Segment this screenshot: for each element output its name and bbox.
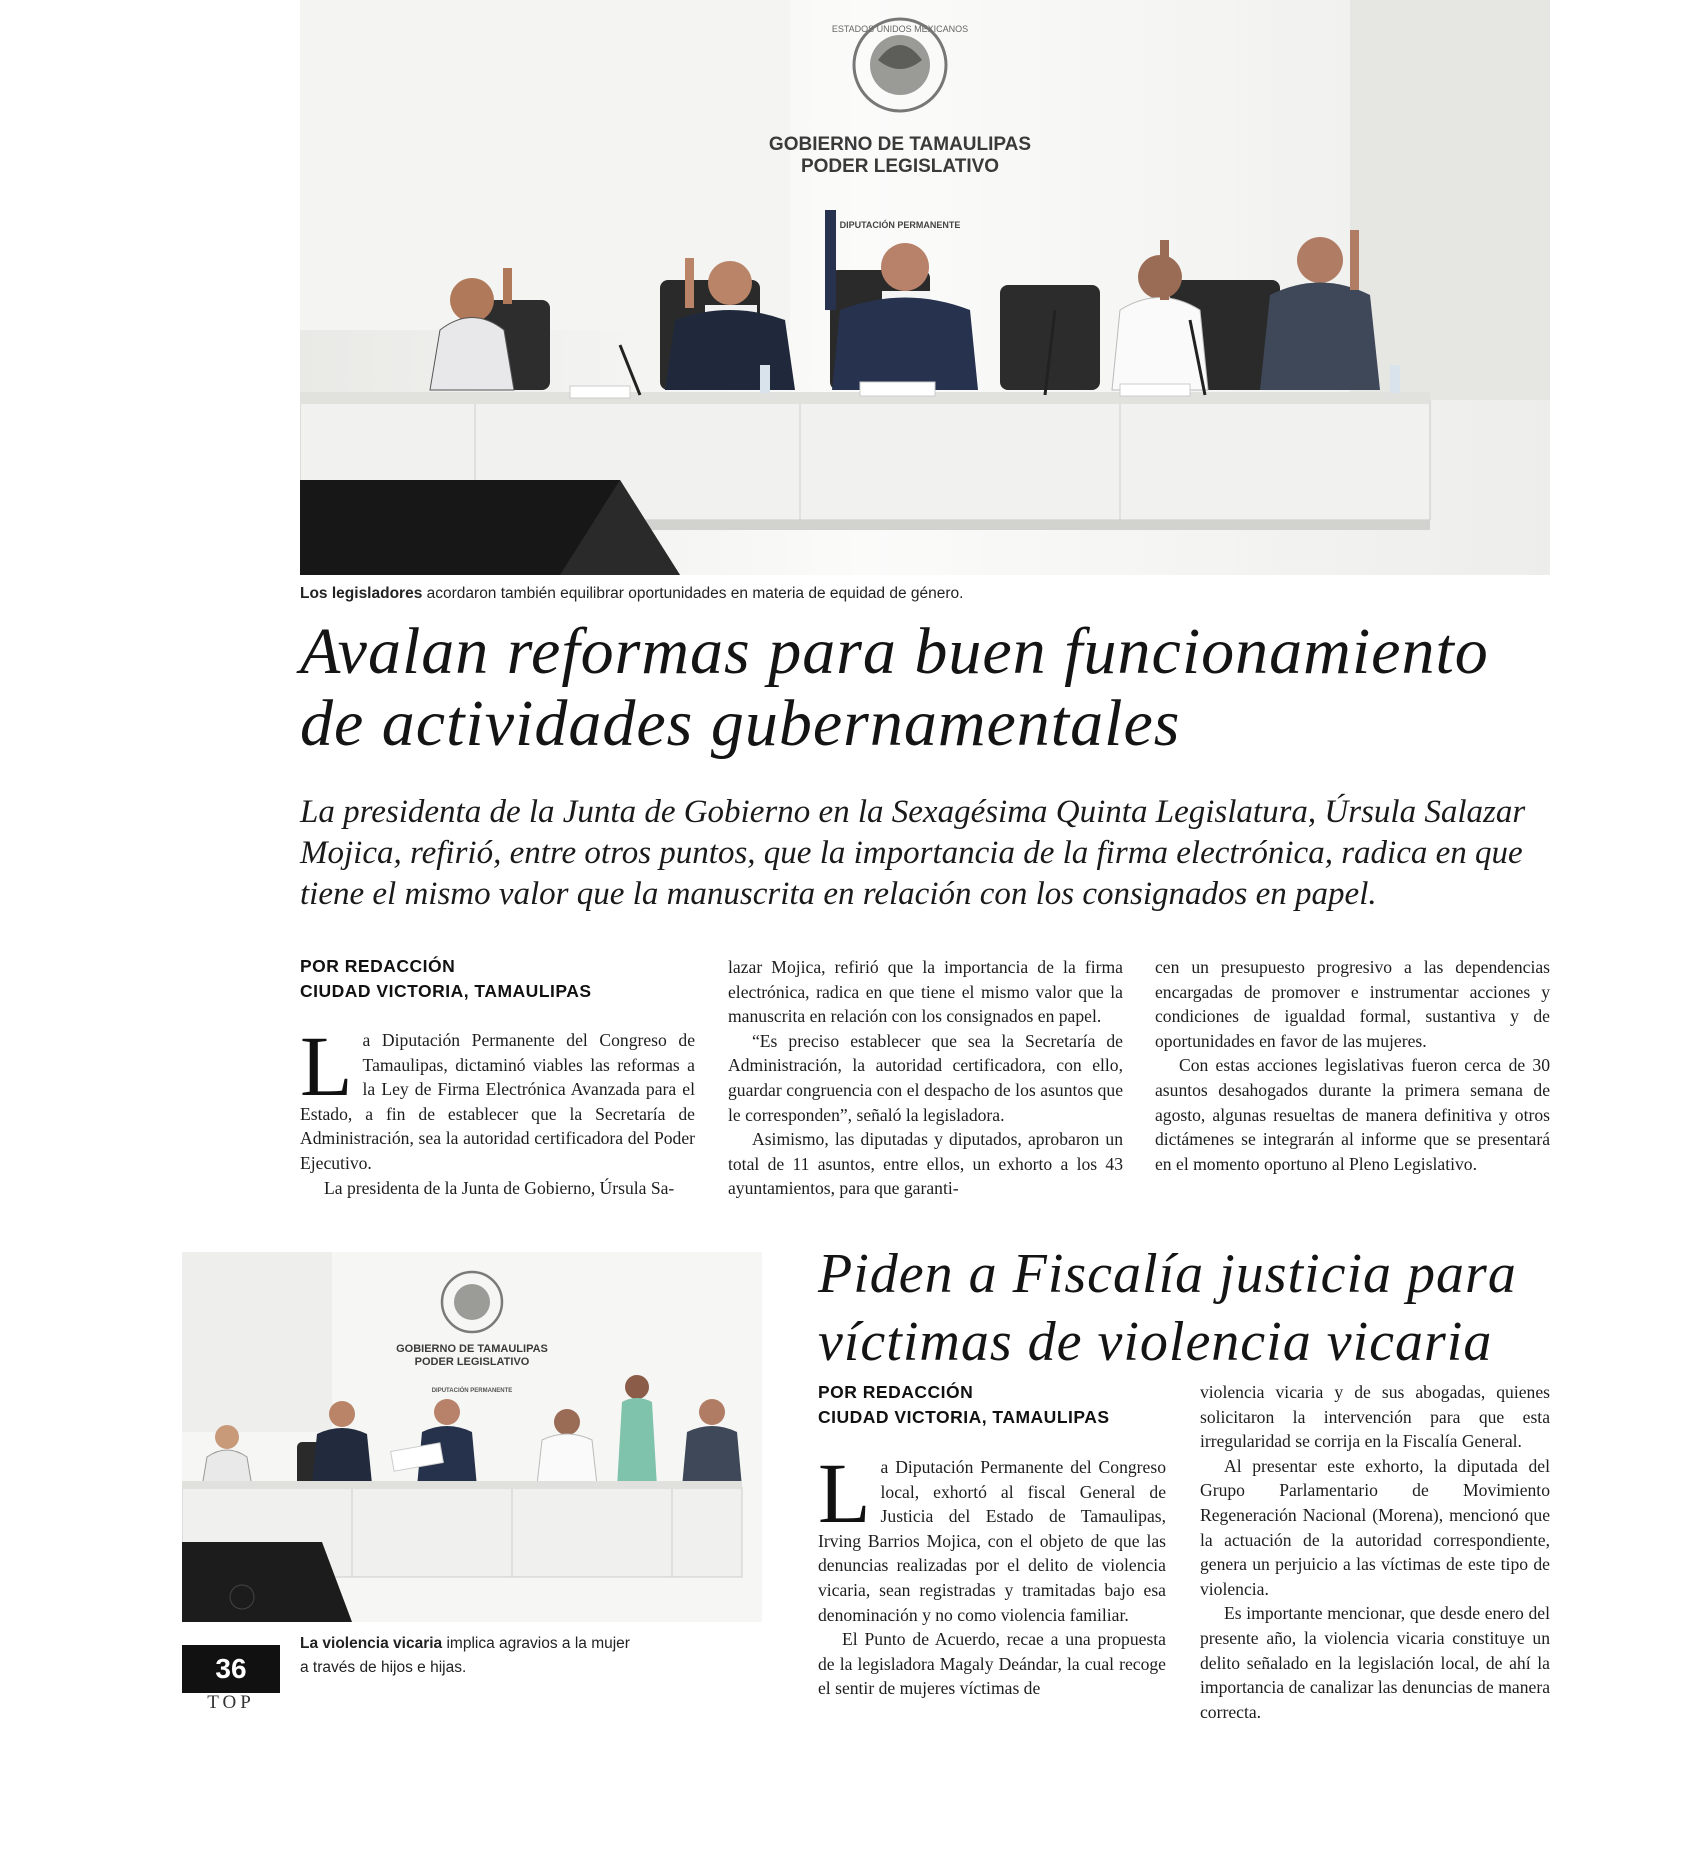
article2-paragraph: El Punto de Acuerdo, recae a una propuesta de la legisladora Magaly Deándar, la cual recoge el sentir de mujeres víctimas de: [818, 1629, 1166, 1699]
article1-column-1: [300, 1018, 695, 1200]
wall-line-1: GOBIERNO DE TAMAULIPAS: [768, 134, 1032, 155]
article1-paragraph: Asimismo, las diputadas y diputados, aprobaron un total de 11 asuntos, entre ellos, un exhorto a los 43 ayuntamientos, para que garanti-: [728, 1129, 1123, 1199]
byline-location: CIUDAD VICTORIA, TAMAULIPAS: [300, 981, 592, 1001]
caption-text: acordaron también equilibrar oportunidades en materia de equidad de género.: [422, 585, 964, 602]
drop-cap: L: [300, 1018, 353, 1114]
drop-cap: L: [818, 1445, 871, 1541]
caption-text: implica agravios a la mujer a través de hijos e hijas.: [300, 1635, 630, 1676]
article1-byline: [300, 954, 690, 1004]
article2-paragraph: Es importante mencionar, que desde enero del presente año, la violencia vicaria constituye un delito señalado en la legislación local, de ahí la importancia de canalizar las denuncias de manera correcta.: [1200, 1603, 1550, 1722]
article1-paragraph: La presidenta de la Junta de Gobierno, Úrsula Sa-: [324, 1177, 675, 1198]
article1-paragraph: cen un presupuesto progresivo a las dependencias encargadas de promover e instrumentar acciones y condiciones de igualdad formal, sustantiva y de oportunidades en favor de las mujeres.: [1155, 957, 1550, 1051]
wall-line-3: DIPUTACIÓN PERMANENTE: [431, 1388, 513, 1394]
article2-headline: [818, 1240, 1558, 1376]
article2-byline: [818, 1380, 1168, 1430]
wall-line-2: PODER LEGISLATIVO: [800, 156, 1000, 177]
article1-paragraph: Con estas acciones legislativas fueron cerca de 30 asuntos desahogados durante la primera semana de agosto, algunas resueltas de manera definitiva y otros dictámenes se integrarán al informe que se presentará en el momento oportuno al Pleno Legislativo.: [1155, 1055, 1550, 1174]
bottom-photo-caption: [300, 1632, 630, 1680]
caption-bold: La violencia vicaria: [300, 1635, 443, 1652]
article2-headline-line2: víctimas de violencia vicaria: [818, 1311, 1493, 1373]
article1-headline-line2: de actividades gubernamentales: [300, 687, 1181, 760]
article2-headline-line1: Piden a Fiscalía justicia para: [818, 1243, 1517, 1305]
magazine-section-label: TOP: [207, 1692, 255, 1713]
article2-column-1: [818, 1445, 1166, 1701]
article1-deck: La presidenta de la Junta de Gobierno en la Sexagésima Quinta Legislatura, Úrsula Salazar Mojica, refirió, entre otros puntos, que la importancia de la firma electrónica, radica en que tiene el mismo valor que la manuscrita en relación con los consignados en papel.: [300, 794, 1526, 912]
caption-bold: Los legisladores: [300, 585, 423, 602]
session-photo-illustration: [182, 1252, 762, 1622]
article1-headline: [300, 616, 1560, 760]
page-number: 36: [182, 1645, 280, 1693]
article1-column-3: [1155, 955, 1550, 1176]
wall-line-1: GOBIERNO DE TAMAULIPAS: [396, 1343, 548, 1355]
article2-paragraph: Al presentar este exhorto, la diputada del Grupo Parlamentario de Movimiento Regeneración Nacional (Morena), mencionó que la actuación de la autoridad correspondiente, genera un perjuicio a las víctimas de este tipo de violencia.: [1200, 1455, 1550, 1599]
article1-column-2: [728, 955, 1123, 1201]
byline-location: CIUDAD VICTORIA, TAMAULIPAS: [818, 1407, 1110, 1427]
article2-column-2: [1200, 1380, 1550, 1724]
wall-line-3: DIPUTACIÓN PERMANENTE: [839, 220, 961, 230]
session-photo-illustration: [300, 0, 1550, 575]
article1-paragraph: “Es preciso establecer que sea la Secretaría de Administración, la autoridad certificadora, con ello, guardar congruencia con el despacho de los asuntos que le corresponden”, señaló la legisladora.: [728, 1030, 1123, 1125]
top-photo: [300, 0, 1550, 575]
bottom-photo: [182, 1252, 762, 1622]
seal-text: ESTADOS UNIDOS MEXICANOS: [831, 24, 969, 34]
article2-paragraph: violencia vicaria y de sus abogadas, quienes solicitaron la intervención para que esta irregularidad se corrija en la Fiscalía General.: [1200, 1382, 1550, 1452]
top-photo-caption: [300, 582, 1550, 606]
wall-line-2: PODER LEGISLATIVO: [414, 1356, 530, 1368]
article1-headline-line1: Avalan reformas para buen funcionamiento: [300, 615, 1489, 688]
byline-author: POR REDACCIÓN: [300, 956, 456, 976]
article1-paragraph: lazar Mojica, refirió que la importancia de la firma electrónica, radica en que tiene el mismo valor que la manuscrita en relación con los consignados en papel.: [728, 957, 1123, 1027]
byline-author: POR REDACCIÓN: [818, 1382, 974, 1402]
article1-paragraph: La Diputación Permanente del Congreso de Tamaulipas, dictaminó viables las reformas a la Ley de Firma Electrónica Avanzada para el Estado, a fin de establecer que la Secretaría de Administración, sea la autoridad certificadora del Poder Ejecutivo.: [300, 1018, 695, 1173]
article2-paragraph: La Diputación Permanente del Congreso local, exhortó al fiscal General de Justicia del Estado de Tamaulipas, Irving Barrios Mojica, con el objeto de que las denuncias realizadas por el delito de violencia vicaria, sean registradas y tramitadas bajo esa denominación y no como violencia familiar.: [818, 1445, 1166, 1625]
